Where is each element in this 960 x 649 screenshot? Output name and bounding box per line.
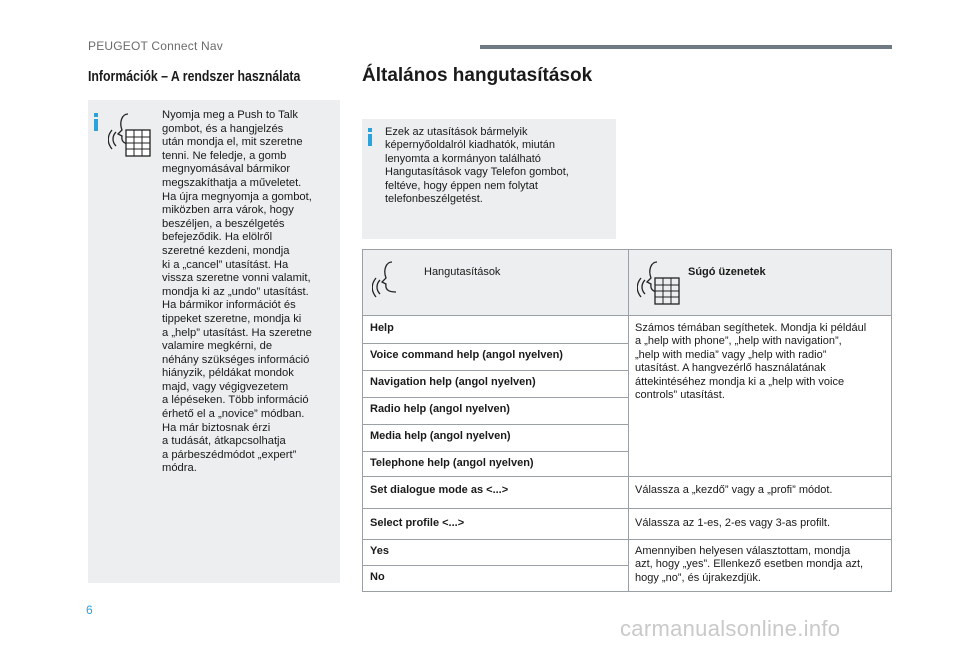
command-radio-help: Radio help (angol nyelven)	[370, 403, 510, 415]
yes-no-message: Amennyiben helyesen választottam, mondja azt, hogy „yes”. Ellenkező esetben mondja azt, hogy „no”, és újrakezdjük.	[635, 545, 864, 584]
intro-text: Ezek az utasítások bármelyik képernyőoldalról kiadhatók, miután lenyomta a kormányon található Hangutasítások vagy Telefon gombot, feltéve, hogy éppen nem folytat telefonbeszélgetést.	[385, 126, 569, 206]
dialogue-mode-message: Válassza a „kezdő” vagy a „profi” módot.	[635, 484, 833, 496]
voice-command-icon	[372, 258, 412, 298]
row-divider	[363, 424, 628, 425]
select-profile-message: Válassza az 1-es, 2-es vagy 3-as profilt.	[635, 517, 831, 529]
command-dialogue-mode: Set dialogue mode as <...>	[370, 484, 509, 496]
row-divider	[363, 508, 891, 509]
row-divider	[363, 397, 628, 398]
header-bar	[480, 45, 892, 49]
left-section-title: Információk – A rendszer használata	[88, 68, 301, 85]
watermark: carmanualsonline.info	[620, 616, 841, 641]
row-divider	[363, 370, 628, 371]
command-select-profile: Select profile <...>	[370, 517, 465, 529]
column-header-commands: Hangutasítások	[424, 266, 501, 278]
table-header	[363, 250, 891, 316]
command-navigation-help: Navigation help (angol nyelven)	[370, 376, 536, 388]
intro-info-icon-dot	[368, 128, 372, 132]
row-divider	[363, 343, 628, 344]
row-divider	[363, 451, 628, 452]
command-voice-help: Voice command help (angol nyelven)	[370, 349, 563, 361]
row-divider	[363, 539, 891, 540]
left-info-text: Nyomja meg a Push to Talk gombot, és a hangjelzés után mondja el, mit szeretne tenni. Ne feledje, a gomb megnyomásával bármikor megszakíthatja a műveletet. Ha újra megnyomja a gombot, miközben arra várok, hogy beszéljen, a beszélgetés befejeződik. Ha elölről szeretné kezdeni, mondja ki a „cancel” utasítást. Ha vissza szeretne vonni valamit, mondja ki az „undo” utasítást. Ha bármikor információt és tippeket szeretne, mondja ki a „help” utasítást. Ha szeretne valamire megkérni, de néhány szükséges információ hiányzik, példákat mondok majd, vagy végigvezetem a lépéseken. Több információ érhető el a „novice” módban. Ha már biztosnak érzi a tudását, átkapcsolhatja a párbeszédmódot „expert” módra.	[162, 109, 312, 475]
page-number: 6	[86, 603, 93, 617]
command-telephone-help: Telephone help (angol nyelven)	[370, 457, 534, 469]
voice-commands-table	[362, 249, 892, 592]
manual-header-label: PEUGEOT Connect Nav	[88, 39, 223, 53]
intro-info-icon	[368, 134, 372, 146]
command-no: No	[370, 571, 385, 583]
column-header-help-messages: Súgó üzenetek	[688, 266, 766, 278]
row-divider	[363, 565, 628, 566]
command-yes: Yes	[370, 545, 389, 557]
command-help: Help	[370, 322, 394, 334]
help-message-text: Számos témában segíthetek. Mondja ki például a „help with phone”, „help with navigation”, „help with media” vagy „help with radio” utasítást. A hangvezérlő használatának áttekintéséhez mondja ki a „help with voice controls” utasítást.	[635, 322, 867, 402]
info-icon-dot	[94, 113, 98, 117]
voice-command-icon	[108, 110, 152, 158]
row-divider	[363, 476, 891, 477]
command-media-help: Media help (angol nyelven)	[370, 430, 511, 442]
help-message-icon	[637, 258, 681, 306]
main-section-title: Általános hangutasítások	[362, 65, 593, 86]
info-icon	[94, 119, 98, 131]
